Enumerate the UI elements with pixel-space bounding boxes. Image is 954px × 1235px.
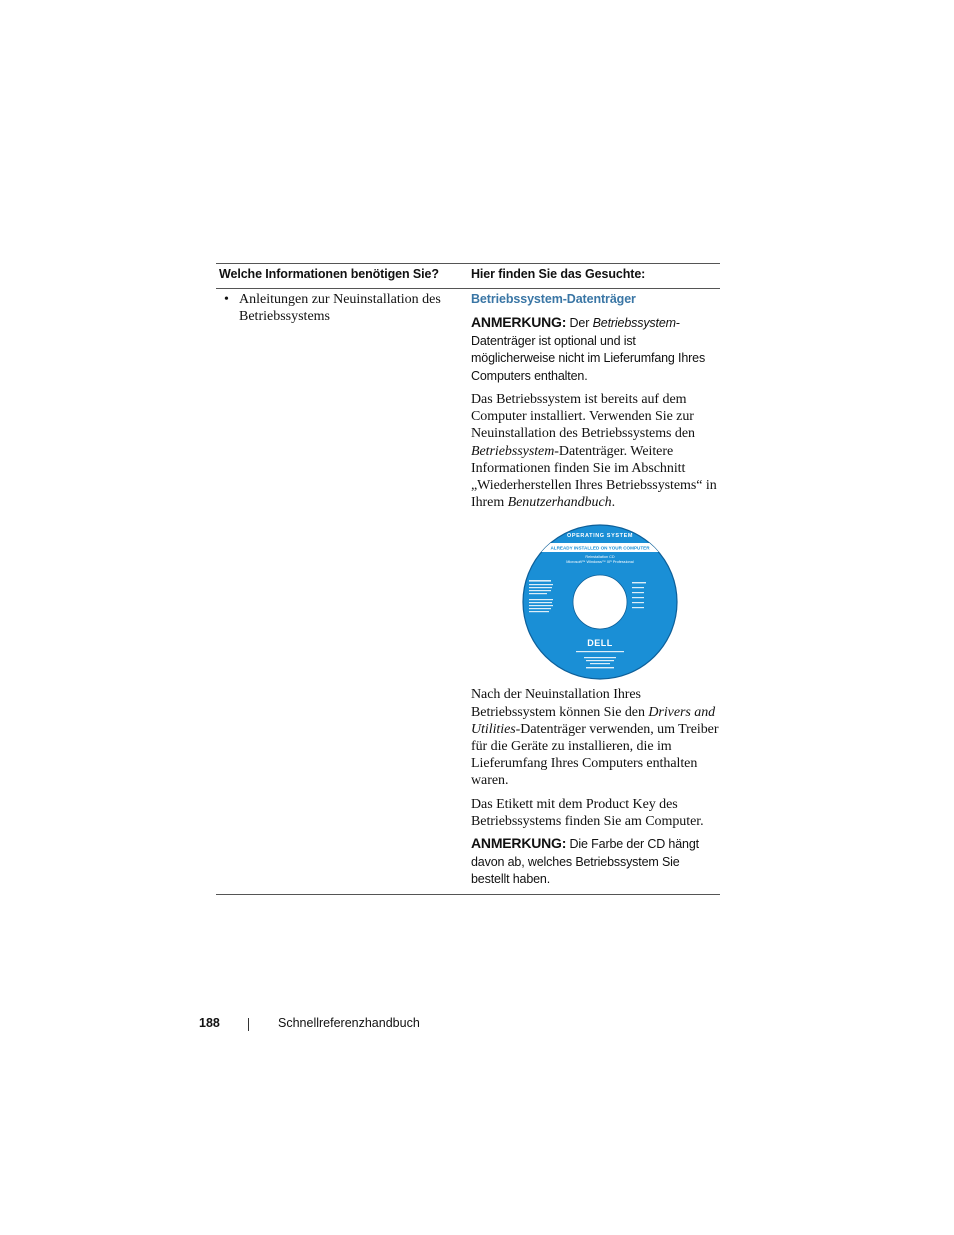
table-rule-top — [216, 263, 720, 264]
header-left: Welche Informationen benötigen Sie? — [219, 267, 439, 281]
note2-label: ANMERKUNG: — [471, 835, 567, 852]
cd-image — [471, 522, 720, 682]
disc-hole — [573, 575, 627, 629]
disc-top-label: OPERATING SYSTEM — [566, 533, 633, 540]
left-cell — [219, 291, 459, 325]
para1-italic-d: Benutzerhandbuch — [507, 495, 612, 511]
note-rest: -Datenträger ist optional und ist möglicherweise nicht im Lieferumfang Ihres Computers enthalten. — [471, 316, 706, 383]
para1-text-e: . — [611, 495, 616, 511]
paragraph-product-key: Das Etikett mit dem Product Key des Betriebssystems finden Sie am Computer. — [471, 796, 704, 829]
header-right: Hier finden Sie das Gesuchte: — [471, 267, 646, 281]
note-optional-disc — [471, 314, 720, 385]
right-cell — [471, 291, 720, 889]
disc-line1: Reinstallation CD — [584, 555, 615, 560]
section-subhead: Betriebssystem-Datenträger — [471, 292, 636, 306]
para2-text-c: -Datenträger verwenden, um Treiber für die Geräte zu installieren, die im Lieferumfang Ihres Computers enthalten waren. — [471, 721, 719, 789]
footer-title: Schnellreferenzhandbuch — [278, 1016, 420, 1030]
paragraph-drivers — [471, 686, 720, 789]
left-item: Anleitungen zur Neuinstallation des Betriebssystems — [239, 292, 441, 324]
table-rule-header — [216, 288, 720, 289]
table-rule-bottom — [216, 894, 720, 895]
note-cd-color — [471, 835, 720, 889]
para2-text-a: Nach der Neuinstallation Ihres Betriebssystem können Sie den — [471, 687, 645, 720]
footer-divider — [248, 1018, 249, 1031]
disc-banner-text: ALREADY INSTALLED ON YOUR COMPUTER — [549, 545, 650, 551]
para2-italic-b: Drivers and Utilities — [471, 704, 716, 737]
bullet: • — [224, 292, 229, 307]
para1-text-c: -Datenträger. Weitere Informationen finden Sie im Abschnitt „Wiederherstellen Ihres Betriebssystems“ in Ihrem — [471, 443, 717, 511]
note-pre: Der — [569, 316, 590, 330]
page-number: 188 — [199, 1016, 220, 1030]
disc-line2: Microsoft™ Windows™ XP Professional — [565, 560, 634, 565]
para1-italic-b: Betriebssystem — [471, 443, 555, 459]
os-disc-icon — [520, 522, 680, 682]
note2-text: Die Farbe der CD hängt davon ab, welches Betriebssystem Sie bestellt haben. — [471, 837, 699, 887]
note-label: ANMERKUNG: — [471, 314, 567, 330]
dell-logo: DELL — [586, 638, 613, 649]
para1-text-a: Das Betriebssystem ist bereits auf dem Computer installiert. Verwenden Sie zur Neuinstallation des Betriebssystems den — [471, 392, 695, 442]
paragraph-reinstall — [471, 391, 720, 511]
note-italic: Betriebssystem — [592, 316, 676, 330]
